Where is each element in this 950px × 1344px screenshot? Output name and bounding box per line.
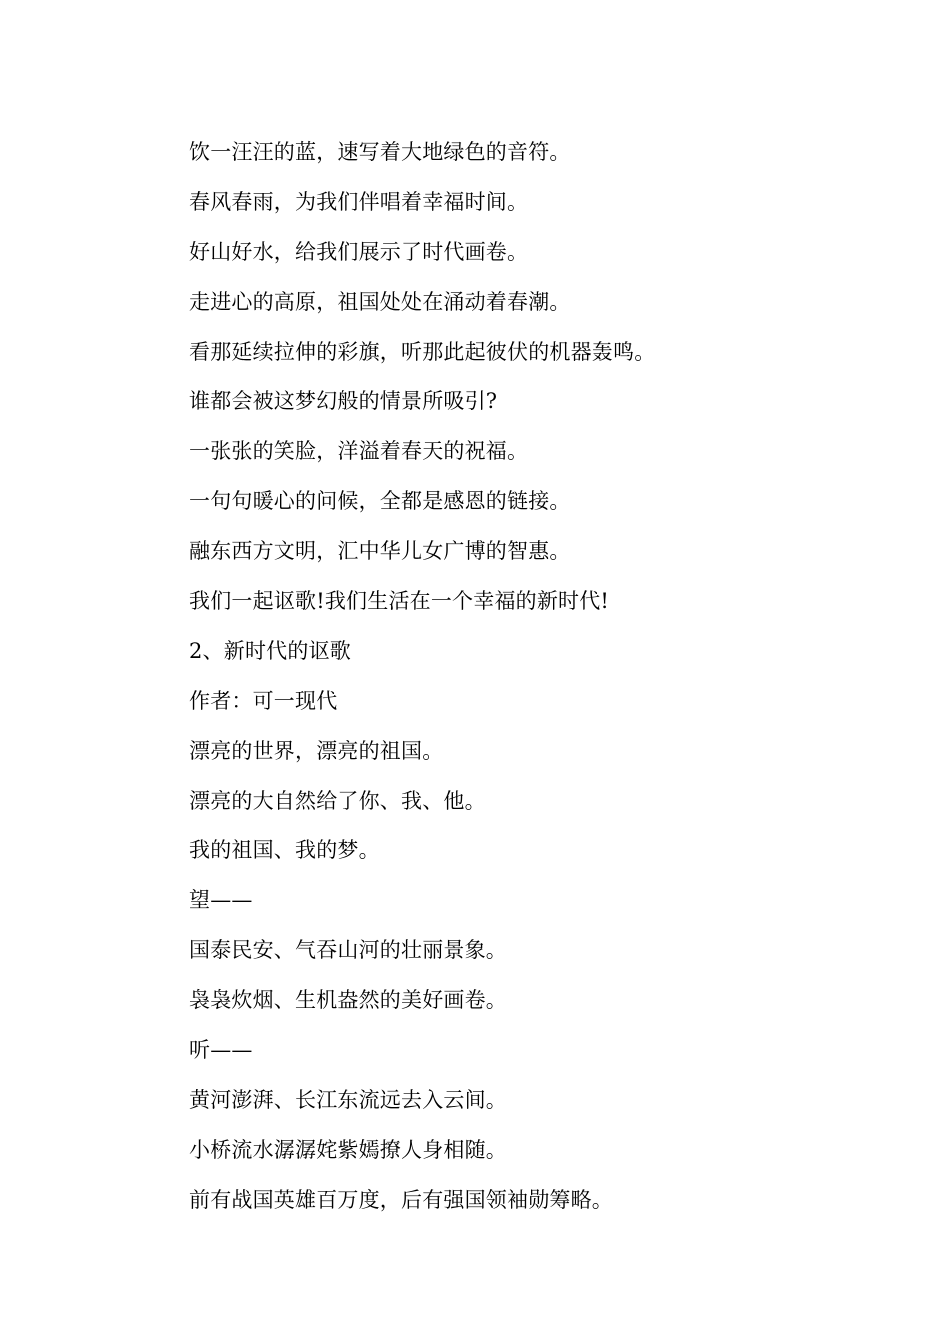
- text-line: 我们一起讴歌!我们生活在一个幸福的新时代!: [189, 589, 610, 614]
- text-line: 融东西方文明，汇中华儿女广博的智惠。: [189, 539, 571, 564]
- text-line: 看那延续拉伸的彩旗，听那此起彼伏的机器轰鸣。: [189, 339, 656, 364]
- text-line: 一句句暖心的问候，全都是感恩的链接。: [189, 489, 571, 514]
- text-line: 袅袅炊烟、生机盎然的美好画卷。: [189, 988, 507, 1013]
- text-line: 走进心的高原，祖国处处在涌动着春潮。: [189, 289, 571, 314]
- text-line: 望——: [189, 888, 253, 913]
- text-line: 漂亮的大自然给了你、我、他。: [189, 788, 486, 813]
- section-heading: 2、新时代的讴歌: [189, 638, 351, 663]
- text-line: 我的祖国、我的梦。: [189, 838, 380, 863]
- text-line: 谁都会被这梦幻般的情景所吸引?: [189, 389, 498, 414]
- text-line: 前有战国英雄百万度，后有强国领袖勋筹略。: [189, 1187, 613, 1212]
- text-line: 黄河澎湃、长江东流远去入云间。: [189, 1087, 507, 1112]
- text-line: 好山好水，给我们展示了时代画卷。: [189, 239, 529, 264]
- text-line: 春风春雨，为我们伴唱着幸福时间。: [189, 189, 529, 214]
- text-line: 饮一汪汪的蓝，速写着大地绿色的音符。: [189, 140, 571, 164]
- text-line: 听——: [189, 1038, 253, 1063]
- text-line: 漂亮的世界，漂亮的祖国。: [189, 738, 444, 763]
- poem-text: [189, 134, 889, 1232]
- text-line: 国泰民安、气吞山河的壮丽景象。: [189, 938, 507, 963]
- text-line: 一张张的笑脸，洋溢着春天的祝福。: [189, 439, 529, 464]
- text-line: 小桥流水潺潺姹紫嫣撩人身相随。: [189, 1137, 507, 1162]
- author-line: 作者：可一现代: [189, 688, 338, 713]
